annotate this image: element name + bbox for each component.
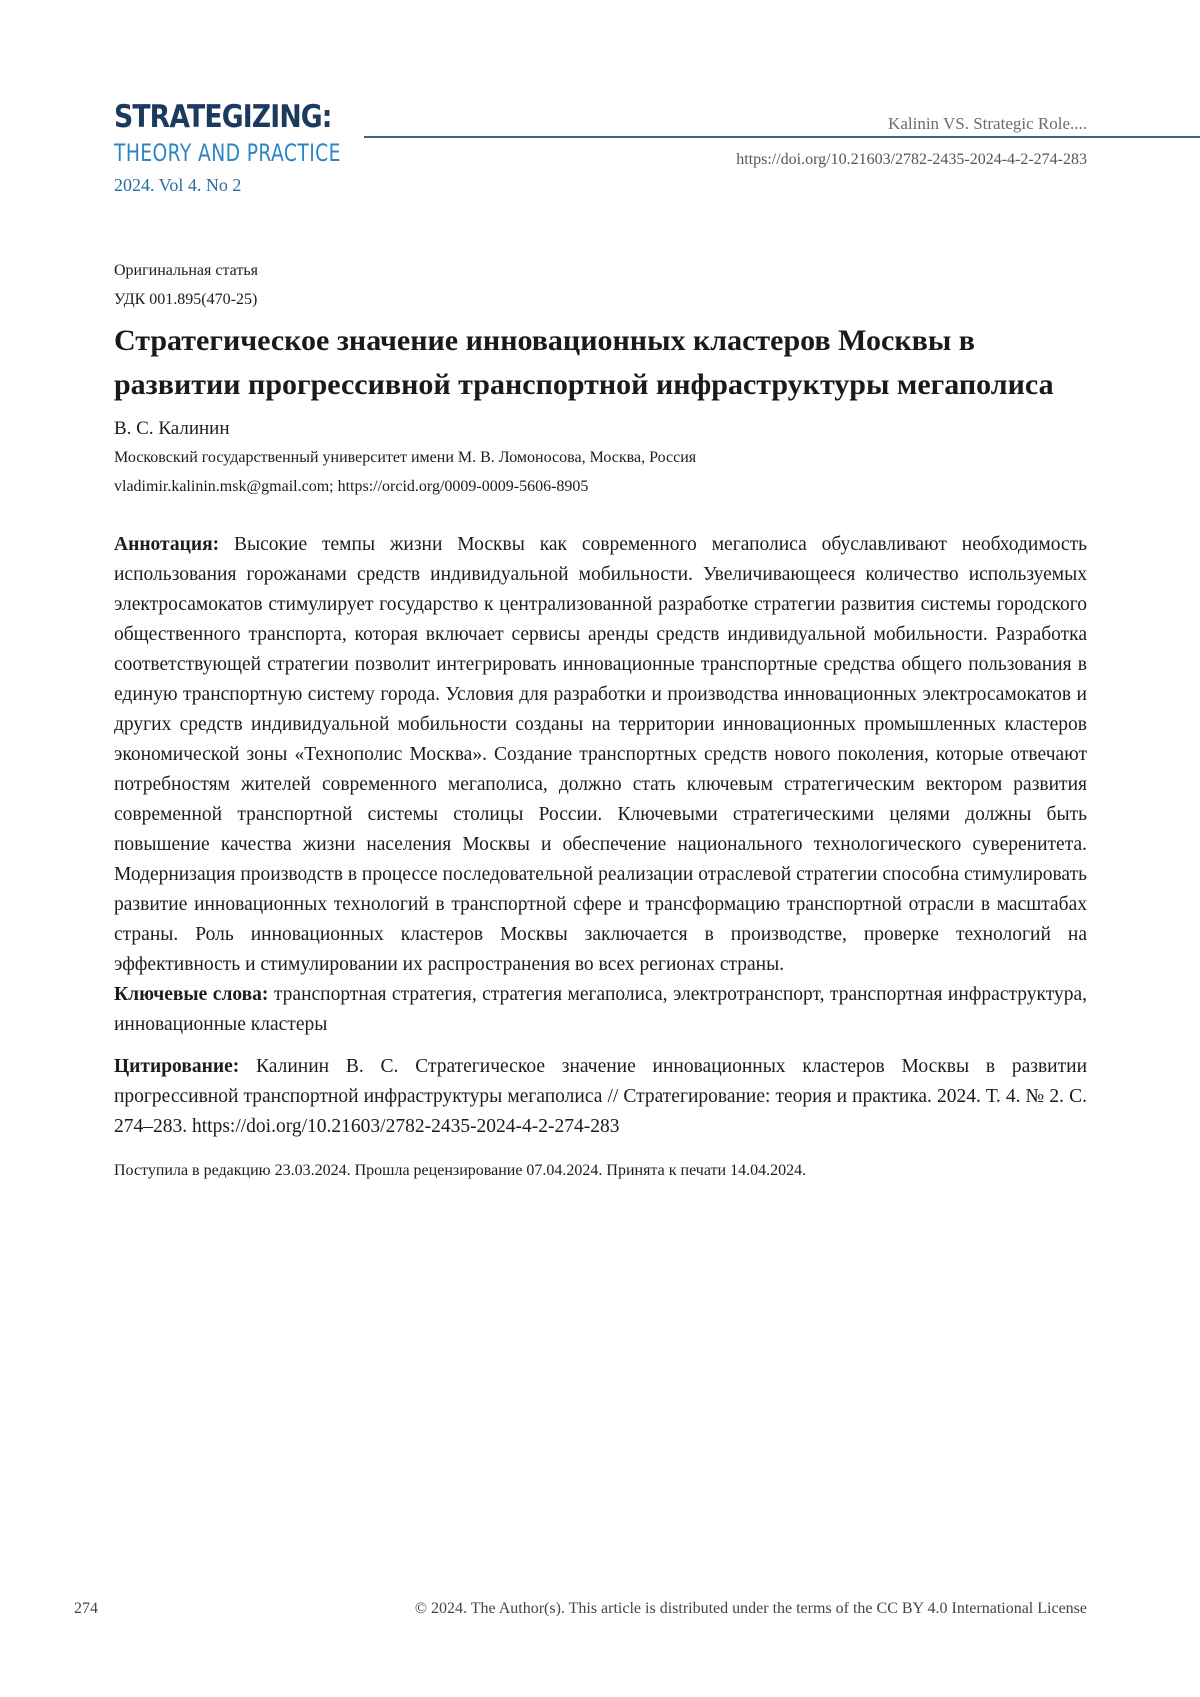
citation — [114, 1052, 1087, 1142]
license-notice: © 2024. The Author(s). This article is distributed under the terms of the CC BY 4.0 International License — [414, 1600, 1087, 1617]
page-number: 274 — [74, 1600, 98, 1617]
issue-info: 2024. Vol 4. No 2 — [114, 175, 242, 195]
abstract-label: Аннотация: — [114, 534, 220, 555]
keywords — [114, 980, 1087, 1040]
submission-history: Поступила в редакцию 23.03.2024. Прошла рецензирование 07.04.2024. Принята к печати 14.04.2024. — [114, 1162, 807, 1179]
author-name: В. С. Калинин — [114, 418, 230, 439]
abstract — [114, 530, 1087, 980]
logo-subtitle: THEORY AND PRACTICE — [114, 139, 341, 167]
author-contact[interactable]: vladimir.kalinin.msk@gmail.com; https://orcid.org/0009-0009-5606-8905 — [114, 478, 589, 495]
abstract-text: Высокие темпы жизни Москвы как современного мегаполиса обуславливают необходимость использования горожанами средств индивидуальной мобильности. Увеличивающееся количество используемых электросамокатов стимулирует государство к централизованной разработке стратегии развития системы городского общественного транспорта, которая включает сервисы аренды средств индивидуальной мобильности. Разработка соответствующей стратегии позволит интегрировать инновационные транспортные средства общего пользования в единую транспортную систему города. Условия для разработки и производства инновационных электросамокатов и других средств индивидуальной мобильности созданы на территории инновационных промышленных кластеров экономической зоны «Технополис Москва». Создание транспортных средств нового поколения, которые отвечают потребностям жителей современного мегаполиса, должно стать ключевым стратегическим вектором развития современной транспортной системы столицы России. Ключевыми стратегическими целями должны быть повышение качества жизни населения Москвы и обеспечение национального технологического суверенитета. Модернизация производств в процессе последовательной реализации отраслевой стратегии способна стимулировать развитие инновационных технологий в транспортной сфере и трансформацию транспортной отрасли в масштабах страны. Роль инновационных кластеров Москвы заключается в производстве, проверке технологий на эффективность и стимулировании их распространения во всех регионах страны. — [114, 534, 1087, 975]
header-doi-link[interactable]: https://doi.org/10.21603/2782-2435-2024-4-2-274-283 — [736, 151, 1087, 168]
author-affiliation: Московский государственный университет имени М. В. Ломоносова, Москва, Россия — [114, 449, 697, 466]
citation-text: Калинин В. С. Стратегическое значение инновационных кластеров Москвы в развитии прогрессивной транспортной инфраструктуры мегаполиса // Стратегирование: теория и практика. 2024. Т. 4. № 2. С. 274–283. https://doi.org/10.21603/2782-2435-2024-4-2-274-283 — [114, 1056, 1088, 1137]
keywords-label: Ключевые слова: — [114, 984, 269, 1005]
article-type: Оригинальная статья — [114, 262, 258, 279]
article-title: Стратегическое значение инновационных кластеров Москвы в развитии прогрессивной транспортной инфраструктуры мегаполиса — [114, 324, 1054, 401]
logo-title: STRATEGIZING: — [114, 99, 332, 135]
article-body — [114, 256, 1087, 1182]
keywords-text: транспортная стратегия, стратегия мегаполиса, электротранспорт, транспортная инфраструктура, инновационные кластеры — [114, 984, 1088, 1035]
udc-code: УДК 001.895(470-25) — [114, 291, 258, 308]
citation-label: Цитирование: — [114, 1056, 240, 1077]
journal-logo — [114, 100, 374, 196]
header-divider — [364, 136, 1200, 138]
running-title: Kalinin VS. Strategic Role.... — [888, 114, 1087, 133]
